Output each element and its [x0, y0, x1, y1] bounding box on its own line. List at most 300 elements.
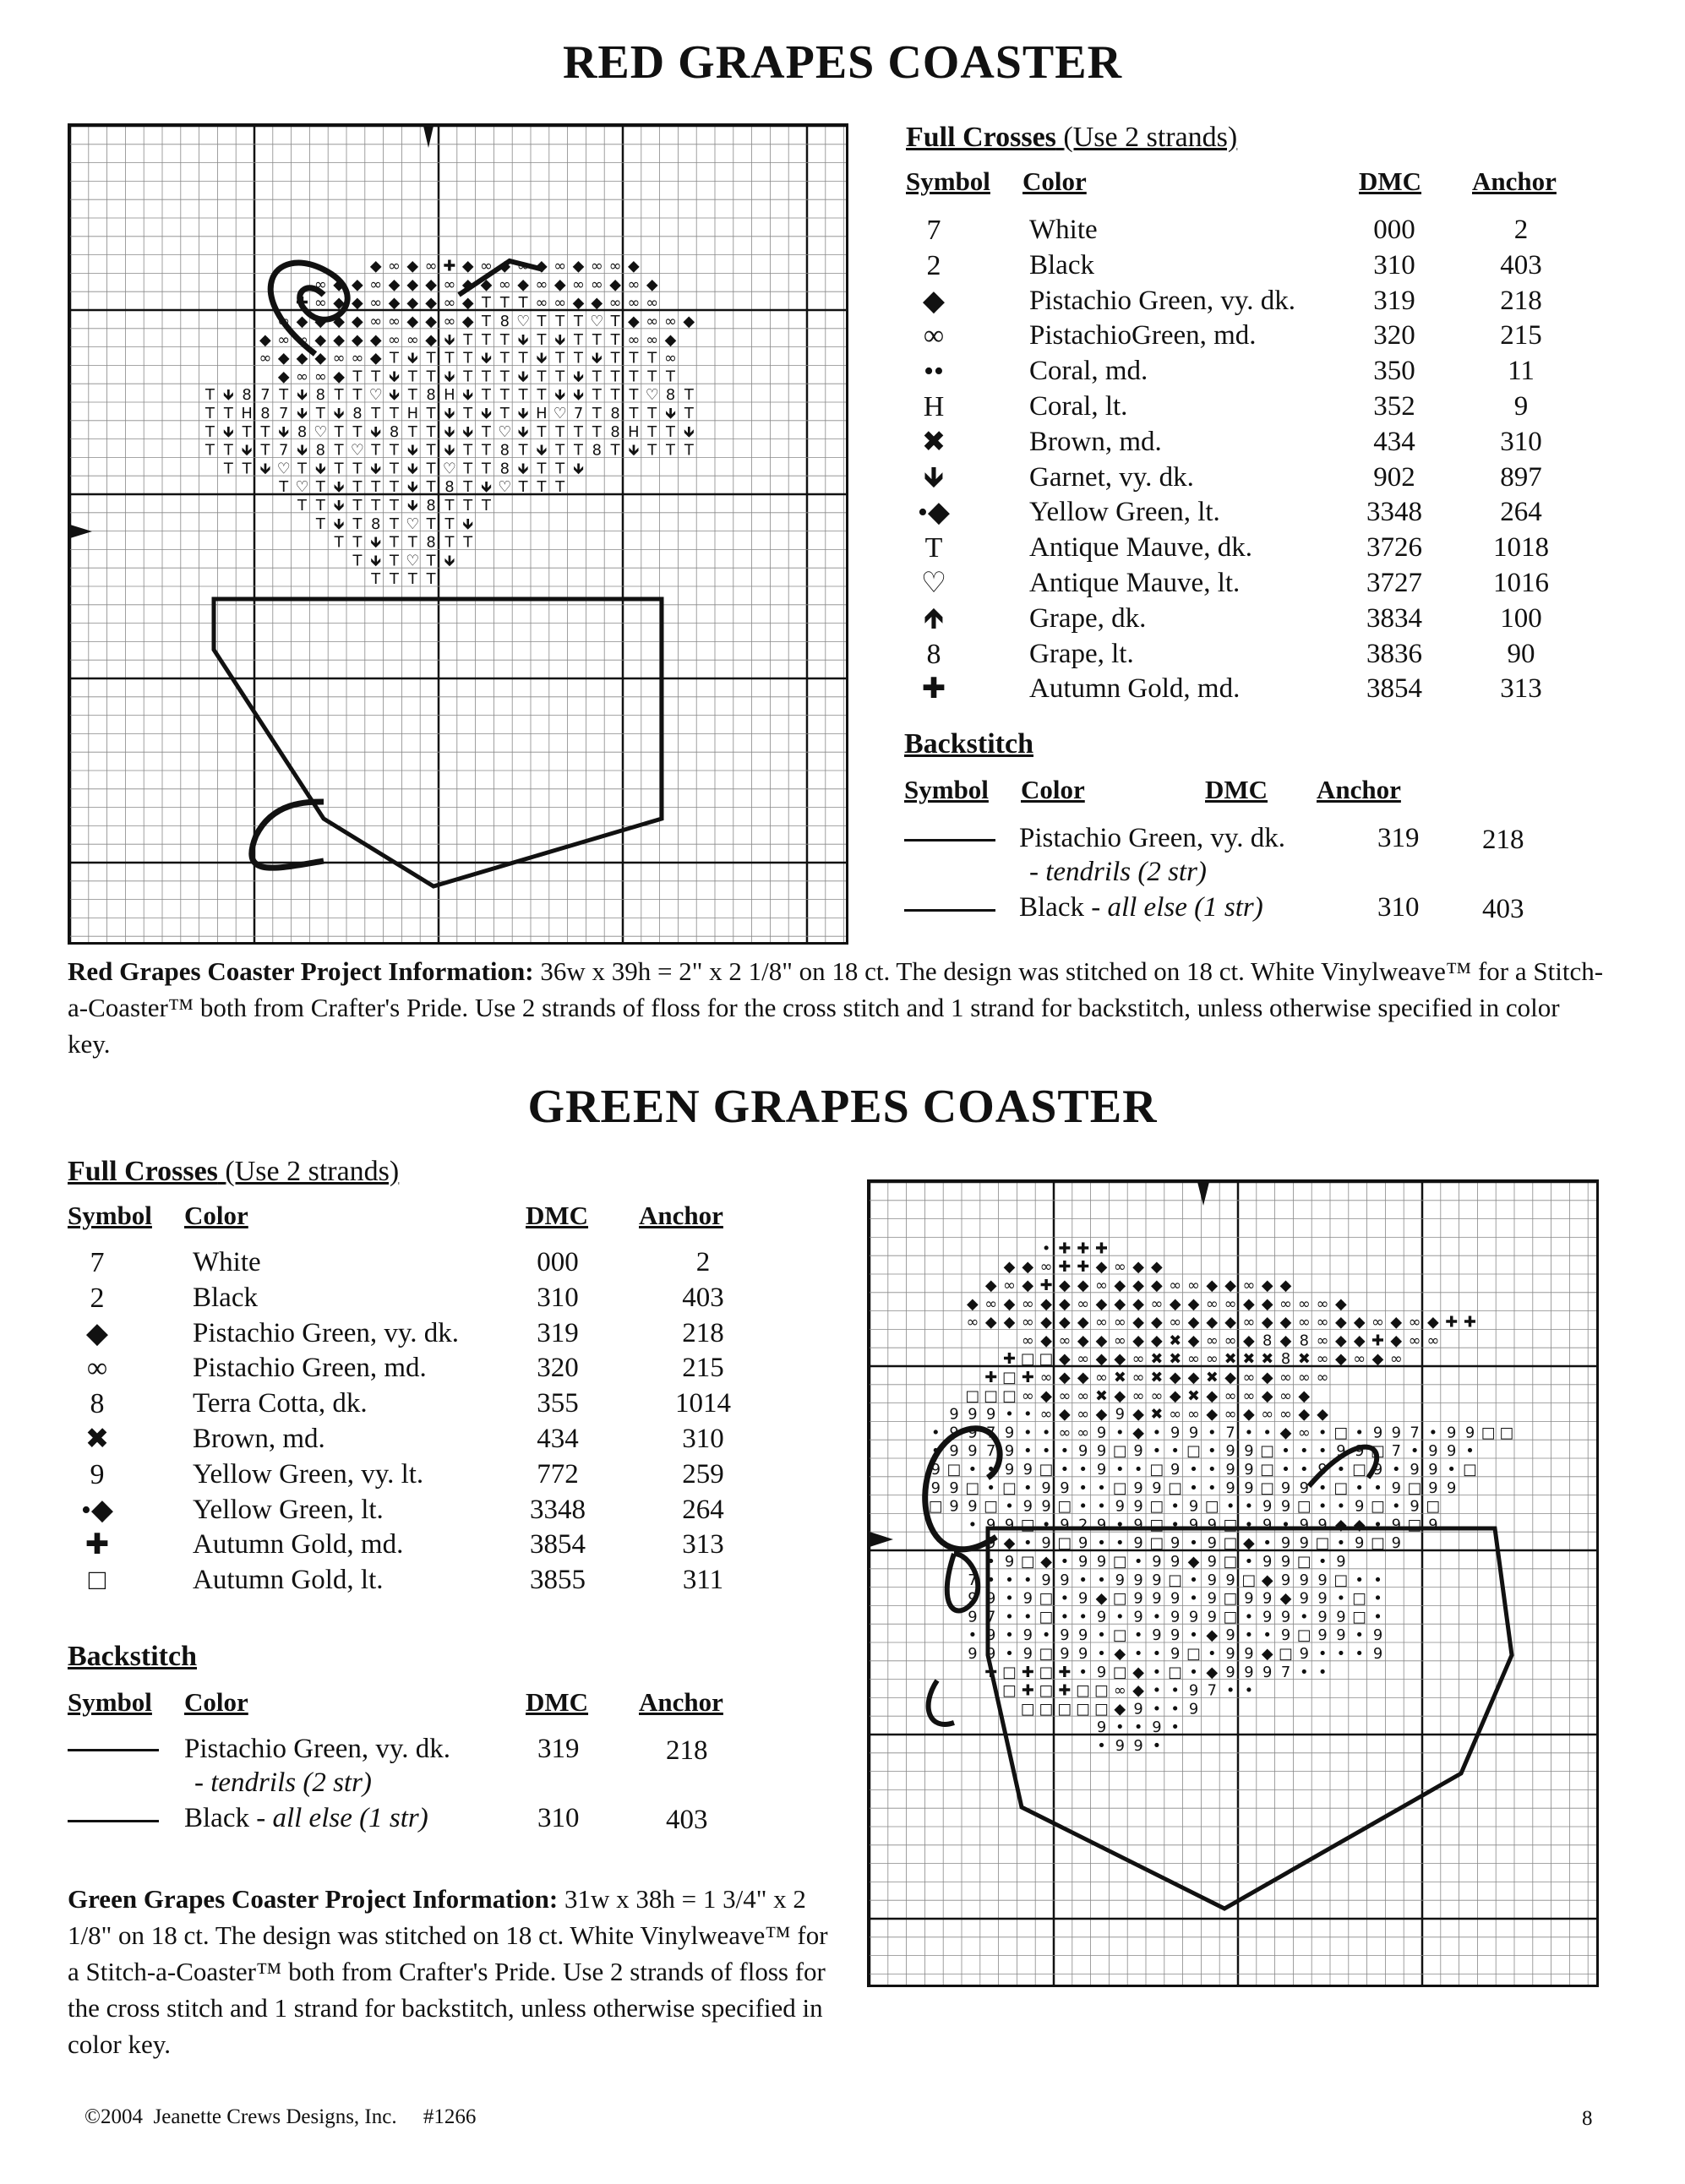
- green-back-col-symbol: Symbol: [68, 1687, 152, 1717]
- stitch-symbol: □: [1407, 1479, 1422, 1497]
- color-symbol-icon: 7: [90, 1247, 105, 1278]
- stitch-symbol: 9: [1225, 1461, 1235, 1479]
- stitch-symbol: •: [1170, 1681, 1180, 1700]
- stitch-symbol: T: [610, 349, 620, 368]
- stitch-symbol: ∞: [1039, 1369, 1053, 1387]
- stitch-symbol: ◆: [1335, 1294, 1347, 1313]
- stitch-symbol: 9: [1262, 1589, 1273, 1608]
- stitch-symbol: ♡: [590, 313, 604, 331]
- stitch-symbol: ✖: [1169, 1332, 1182, 1350]
- color-name: Coral, md.: [1029, 356, 1148, 387]
- stitch-symbol: T: [537, 422, 547, 441]
- stitch-symbol: ✚: [296, 294, 308, 313]
- stitch-symbol: T: [407, 368, 417, 386]
- red-full-crosses-heading: Full Crosses (Use 2 strands): [906, 122, 1238, 153]
- color-name: Pistachio Green, md.: [193, 1353, 427, 1384]
- stitch-symbol: 8: [499, 313, 510, 331]
- stitch-symbol: •: [1300, 1608, 1309, 1626]
- stitch-symbol: ∞: [1242, 1277, 1256, 1295]
- stitch-symbol: 🡻: [333, 405, 345, 423]
- stitch-symbol: ◆: [1059, 1294, 1071, 1313]
- stitch-symbol: □: [1149, 1497, 1164, 1516]
- stitch-symbol: ∞: [1316, 1294, 1329, 1313]
- stitch-symbol: ◆: [296, 349, 308, 368]
- red-back-anchor-1: 218: [1482, 825, 1524, 855]
- stitch-symbol: •: [1060, 1461, 1070, 1479]
- dmc-number: 000: [1373, 215, 1415, 245]
- stitch-symbol: ◆: [1243, 1534, 1255, 1553]
- stitch-symbol: ✚: [1058, 1258, 1072, 1277]
- stitch-symbol: T: [371, 368, 381, 386]
- stitch-symbol: T: [463, 460, 473, 478]
- stitch-symbol: •: [968, 1461, 978, 1479]
- green-back-col-color: Color: [184, 1687, 248, 1717]
- stitch-symbol: •: [1005, 1608, 1014, 1626]
- stitch-symbol: ◆: [609, 275, 621, 294]
- stitch-symbol: T: [260, 422, 270, 441]
- stitch-symbol: T: [279, 386, 289, 405]
- stitch-symbol: •: [1336, 1461, 1346, 1479]
- stitch-symbol: T: [352, 533, 363, 552]
- stitch-symbol: •: [1060, 1553, 1070, 1571]
- stitch-symbol: ◆: [1095, 1332, 1108, 1350]
- stitch-symbol: 🡻: [297, 441, 308, 460]
- stitch-symbol: •: [1078, 1608, 1088, 1626]
- stitch-symbol: 9: [1022, 1589, 1033, 1608]
- stitch-symbol: ◆: [369, 349, 382, 368]
- stitch-symbol: 9: [1336, 1608, 1346, 1626]
- red-back-color-2: Black - all else (1 str): [1019, 892, 1263, 923]
- color-symbol-icon: •◆: [917, 497, 951, 529]
- stitch-symbol: ◆: [1206, 1405, 1219, 1424]
- stitch-symbol: ◆: [425, 330, 437, 349]
- stitch-symbol: •: [1005, 1571, 1014, 1589]
- color-name: Antique Mauve, dk.: [1029, 532, 1252, 564]
- color-name: Yellow Green, vy. lt.: [193, 1458, 424, 1490]
- stitch-symbol: 9: [1170, 1626, 1181, 1645]
- stitch-symbol: 9: [1262, 1516, 1273, 1534]
- green-back-anchor-1: 218: [666, 1735, 708, 1766]
- dmc-number: 772: [537, 1458, 579, 1490]
- stitch-symbol: ∞: [1150, 1294, 1164, 1313]
- stitch-symbol: 9: [1152, 1479, 1162, 1497]
- stitch-symbol: T: [684, 441, 694, 460]
- stitch-symbol: 9: [1372, 1461, 1383, 1479]
- color-symbol-icon: ◆: [85, 1317, 109, 1349]
- stitch-symbol: ∞: [369, 294, 383, 313]
- stitch-symbol: T: [574, 441, 583, 460]
- stitch-symbol: T: [537, 368, 547, 386]
- stitch-symbol: ✚: [1371, 1332, 1384, 1350]
- stitch-symbol: 9: [1096, 1663, 1107, 1681]
- stitch-symbol: 9: [1244, 1645, 1254, 1664]
- stitch-symbol: 9: [1004, 1424, 1015, 1442]
- stitch-symbol: □: [1002, 1681, 1017, 1700]
- color-name: Grape, dk.: [1029, 602, 1147, 634]
- stitch-symbol: •: [1152, 1645, 1162, 1664]
- stitch-symbol: T: [499, 386, 510, 405]
- dmc-number: 3834: [1366, 602, 1422, 634]
- stitch-symbol: ∞: [1389, 1350, 1403, 1369]
- stitch-symbol: 9: [1096, 1516, 1107, 1534]
- stitch-symbol: •: [1170, 1516, 1180, 1534]
- stitch-symbol: ◆: [1261, 1386, 1273, 1405]
- green-chart-grid: [870, 1182, 1596, 1985]
- color-symbol-icon: ◆: [922, 285, 946, 317]
- stitch-symbol: 9: [1355, 1534, 1365, 1553]
- stitch-symbol: T: [499, 330, 510, 349]
- stitch-symbol: ∞: [443, 294, 456, 313]
- stitch-symbol: 9: [1022, 1497, 1033, 1516]
- stitch-symbol: ♡: [516, 313, 531, 331]
- stitch-symbol: □: [1039, 1461, 1054, 1479]
- stitch-symbol: ✖: [1261, 1350, 1274, 1369]
- stitch-symbol: ◆: [461, 294, 474, 313]
- stitch-symbol: T: [574, 330, 583, 349]
- stitch-symbol: 9: [1244, 1461, 1254, 1479]
- stitch-symbol: T: [223, 441, 233, 460]
- stitch-symbol: T: [610, 441, 620, 460]
- stitch-symbol: ◆: [536, 257, 548, 275]
- stitch-symbol: •: [1336, 1497, 1346, 1516]
- stitch-symbol: T: [223, 405, 233, 423]
- stitch-symbol: •: [1410, 1442, 1420, 1461]
- stitch-symbol: T: [407, 386, 417, 405]
- stitch-symbol: ◆: [1279, 1277, 1292, 1295]
- stitch-symbol: □: [1186, 1645, 1201, 1664]
- stitch-symbol: ∞: [332, 349, 346, 368]
- stitch-symbol: □: [1094, 1681, 1109, 1700]
- stitch-symbol: •: [1005, 1589, 1014, 1608]
- stitch-symbol: 8: [592, 441, 602, 460]
- dmc-number: 434: [1373, 426, 1415, 457]
- stitch-symbol: 9: [1170, 1608, 1181, 1626]
- stitch-symbol: 🡻: [297, 386, 308, 405]
- stitch-symbol: T: [334, 441, 344, 460]
- stitch-symbol: 8: [297, 422, 308, 441]
- stitch-symbol: □: [946, 1461, 962, 1479]
- stitch-symbol: •: [1300, 1461, 1309, 1479]
- stitch-symbol: ◆: [664, 330, 677, 349]
- stitch-symbol: T: [463, 405, 473, 423]
- stitch-symbol: ♡: [295, 478, 309, 497]
- stitch-symbol: 9: [1225, 1626, 1235, 1645]
- stitch-symbol: ◆: [369, 330, 382, 349]
- stitch-symbol: •: [1373, 1571, 1382, 1589]
- stitch-symbol: 9: [949, 1497, 959, 1516]
- stitch-symbol: ∞: [516, 257, 530, 275]
- stitch-symbol: T: [463, 330, 473, 349]
- stitch-symbol: □: [1020, 1350, 1035, 1369]
- stitch-symbol: ∞: [1224, 1294, 1237, 1313]
- stitch-symbol: 🡻: [481, 478, 492, 497]
- stitch-symbol: ∞: [1077, 1294, 1090, 1313]
- dmc-number: 3836: [1366, 638, 1422, 669]
- stitch-symbol: •: [1023, 1571, 1033, 1589]
- stitch-symbol: •: [1244, 1424, 1254, 1442]
- stitch-symbol: 9: [1391, 1534, 1401, 1553]
- stitch-symbol: 9: [1041, 1534, 1051, 1553]
- stitch-symbol: 9: [1060, 1479, 1070, 1497]
- stitch-symbol: •: [1208, 1461, 1217, 1479]
- green-back-anchor-2: 403: [666, 1805, 708, 1835]
- stitch-symbol: 9: [1133, 1589, 1143, 1608]
- stitch-symbol: •: [1189, 1589, 1198, 1608]
- dmc-number: 3348: [1366, 497, 1422, 528]
- red-back-col-anchor: Anchor: [1317, 775, 1401, 804]
- stitch-symbol: T: [352, 552, 363, 570]
- stitch-symbol: T: [205, 422, 215, 441]
- stitch-symbol: •: [1115, 1461, 1125, 1479]
- stitch-symbol: ♡: [553, 405, 567, 423]
- stitch-symbol: ◆: [1151, 1277, 1163, 1295]
- stitch-symbol: ∞: [627, 330, 641, 349]
- stitch-symbol: 🡻: [481, 405, 492, 423]
- stitch-symbol: ∞: [1353, 1350, 1366, 1369]
- red-chart: [68, 123, 848, 945]
- stitch-symbol: ◆: [1298, 1405, 1311, 1424]
- stitch-symbol: □: [1112, 1553, 1127, 1571]
- stitch-symbol: ∞: [646, 313, 659, 331]
- stitch-symbol: T: [426, 570, 436, 589]
- stitch-symbol: 9: [1244, 1663, 1254, 1681]
- green-col-anchor: Anchor: [639, 1201, 723, 1230]
- stitch-symbol: ◆: [683, 313, 695, 331]
- stitch-symbol: T: [390, 478, 399, 497]
- stitch-symbol: 9: [1280, 1479, 1291, 1497]
- stitch-symbol: T: [205, 405, 215, 423]
- stitch-symbol: 9: [1133, 1479, 1143, 1497]
- stitch-symbol: •: [1133, 1626, 1143, 1645]
- stitch-symbol: ◆: [1151, 1313, 1163, 1332]
- stitch-symbol: 9: [1133, 1442, 1143, 1461]
- stitch-symbol: 9: [1280, 1608, 1291, 1626]
- color-symbol-icon: ♡: [920, 568, 947, 599]
- stitch-symbol: ◆: [406, 257, 419, 275]
- stitch-symbol: •: [1373, 1608, 1382, 1626]
- stitch-symbol: ◆: [572, 257, 585, 275]
- stitch-symbol: 🡻: [370, 422, 382, 441]
- dmc-number: 902: [1373, 461, 1415, 493]
- stitch-symbol: □: [1057, 1534, 1072, 1553]
- stitch-symbol: 9: [1336, 1553, 1346, 1571]
- stitch-symbol: ◆: [984, 1277, 997, 1295]
- stitch-symbol: 9: [1096, 1608, 1107, 1626]
- stitch-symbol: ◆: [553, 275, 566, 294]
- stitch-symbol: T: [444, 533, 455, 552]
- stitch-symbol: T: [279, 478, 289, 497]
- stitch-symbol: ◆: [1077, 1313, 1089, 1332]
- anchor-number: 90: [1507, 638, 1535, 669]
- stitch-symbol: ◆: [1040, 1553, 1052, 1571]
- stitch-symbol: 9: [1060, 1645, 1070, 1664]
- stitch-symbol: □: [1186, 1442, 1201, 1461]
- stitch-symbol: T: [610, 368, 620, 386]
- red-back-dmc-2: 310: [1377, 892, 1420, 923]
- stitch-symbol: ◆: [1059, 1350, 1071, 1369]
- stitch-symbol: ∞: [1224, 1405, 1237, 1424]
- stitch-symbol: T: [426, 515, 436, 533]
- stitch-symbol: 9: [1225, 1663, 1235, 1681]
- color-name: Black: [193, 1282, 258, 1313]
- stitch-symbol: 9: [986, 1626, 996, 1645]
- stitch-symbol: □: [1223, 1534, 1238, 1553]
- stitch-symbol: 9: [1004, 1553, 1015, 1571]
- stitch-symbol: •: [1005, 1405, 1014, 1424]
- dmc-number: 319: [1373, 285, 1415, 316]
- tendril-outline: [929, 1680, 954, 1724]
- stitch-symbol: •: [1317, 1663, 1328, 1681]
- stitch-symbol: 9: [1262, 1608, 1273, 1626]
- stitch-symbol: ∞: [1242, 1369, 1256, 1387]
- color-name: Pistachio Green, vy. dk.: [193, 1317, 459, 1348]
- stitch-symbol: 9: [1299, 1534, 1309, 1553]
- stitch-symbol: T: [371, 441, 381, 460]
- stitch-symbol: •: [1281, 1516, 1290, 1534]
- stitch-symbol: T: [537, 460, 547, 478]
- stitch-symbol: T: [537, 313, 547, 331]
- stitch-symbol: ◆: [1353, 1516, 1366, 1534]
- stitch-symbol: 🡻: [259, 460, 271, 478]
- stitch-symbol: ∞: [1279, 1405, 1292, 1424]
- stitch-symbol: •: [1281, 1442, 1290, 1461]
- stitch-symbol: □: [1260, 1442, 1275, 1461]
- color-name: Pistachio Green, vy. dk.: [1029, 285, 1295, 316]
- stitch-symbol: •: [1373, 1589, 1382, 1608]
- color-name: Brown, md.: [193, 1424, 325, 1454]
- stitch-symbol: ∞: [1279, 1386, 1292, 1405]
- stitch-symbol: □: [1112, 1589, 1127, 1608]
- stitch-symbol: •: [1097, 1645, 1106, 1664]
- stitch-symbol: 9: [1170, 1553, 1181, 1571]
- anchor-number: 310: [1500, 426, 1542, 457]
- green-project-info: Green Grapes Coaster Project Information: 31w x 38h = 1 3/4" x 2 1/8" on 18 ct. The design was stitched on 18 ct. White Vinylweave™ for a Stitch-a-Coaster™ both from Crafter's Pride. Use 2 strands of floss for the cross stitch and 1 strand for backstitch, unless otherwise specified in color key.: [68, 1884, 828, 2059]
- stitch-symbol: •: [1225, 1497, 1235, 1516]
- stitch-symbol: ◆: [388, 294, 401, 313]
- stitch-symbol: ∞: [553, 294, 567, 313]
- stitch-symbol: 🡻: [683, 422, 695, 441]
- stitch-symbol: 🡻: [222, 386, 234, 405]
- stitch-symbol: ✖: [1187, 1386, 1200, 1405]
- stitch-symbol: •: [1097, 1479, 1106, 1497]
- red-back-color-1: Pistachio Green, vy. dk.: [1019, 823, 1285, 853]
- stitch-symbol: 9: [1280, 1571, 1291, 1589]
- stitch-symbol: •: [1189, 1534, 1198, 1553]
- anchor-number: 313: [1500, 673, 1542, 705]
- stitch-symbol: ◆: [1132, 1424, 1144, 1442]
- color-symbol-icon: 9: [90, 1458, 105, 1490]
- color-symbol-icon: 8: [90, 1388, 105, 1420]
- stitch-symbol: 🡻: [297, 405, 308, 423]
- stitch-symbol: 9: [986, 1405, 996, 1424]
- stitch-symbol: ◆: [1206, 1277, 1219, 1295]
- stitch-symbol: ◆: [1187, 1313, 1200, 1332]
- stitch-symbol: □: [1112, 1663, 1127, 1681]
- stitch-symbol: ∞: [1169, 1277, 1182, 1295]
- anchor-number: 1018: [1493, 532, 1549, 564]
- stitch-symbol: T: [352, 478, 363, 497]
- green-backstitch-heading: Backstitch: [68, 1641, 197, 1672]
- stitch-symbol: ◆: [1095, 1258, 1108, 1277]
- stitch-symbol: 9: [1299, 1645, 1309, 1664]
- stitch-symbol: 9: [1372, 1626, 1383, 1645]
- stitch-symbol: T: [390, 515, 399, 533]
- stitch-symbol: T: [334, 422, 344, 441]
- stitch-symbol: H: [536, 405, 548, 423]
- stitch-symbol: •: [1262, 1424, 1272, 1442]
- stitch-symbol: □: [1371, 1497, 1385, 1516]
- red-col-anchor: Anchor: [1472, 166, 1557, 196]
- stitch-symbol: ◆: [1040, 1332, 1052, 1350]
- stitch-symbol: ◆: [1298, 1386, 1311, 1405]
- stitch-symbol: ◆: [1077, 1277, 1089, 1295]
- stitch-symbol: ◆: [1059, 1313, 1071, 1332]
- anchor-number: 1016: [1493, 568, 1549, 598]
- stitch-symbol: ◆: [1114, 1645, 1126, 1664]
- stitch-symbol: T: [647, 405, 657, 423]
- stitch-symbol: T: [242, 460, 252, 478]
- stitch-symbol: T: [555, 368, 565, 386]
- stitch-symbol: •: [1078, 1497, 1088, 1516]
- stitch-symbol: □: [1333, 1424, 1349, 1442]
- stitch-symbol: T: [592, 386, 602, 405]
- stitch-symbol: •: [1317, 1424, 1328, 1442]
- green-back-line-2: [68, 1820, 159, 1822]
- stitch-symbol: T: [574, 313, 583, 331]
- stitch-symbol: 9: [1188, 1516, 1199, 1534]
- stitch-symbol: □: [1296, 1626, 1311, 1645]
- stitch-symbol: 🡻: [462, 515, 474, 533]
- stitch-symbol: ✖: [1150, 1405, 1164, 1424]
- stitch-symbol: ✖: [1150, 1369, 1164, 1387]
- stitch-symbol: ✖: [1205, 1369, 1219, 1387]
- stitch-symbol: ✖: [1242, 1350, 1256, 1369]
- stitch-symbol: 7: [279, 441, 289, 460]
- stitch-symbol: 8: [426, 386, 436, 405]
- stitch-symbol: 9: [1207, 1589, 1217, 1608]
- stitch-symbol: ∞: [1132, 1369, 1145, 1387]
- stitch-symbol: T: [518, 294, 528, 313]
- stitch-symbol: T: [574, 349, 583, 368]
- stitch-symbol: T: [482, 313, 491, 331]
- stitch-symbol: 8: [1262, 1332, 1273, 1350]
- stitch-symbol: •: [1208, 1424, 1217, 1442]
- stitch-symbol: ◆: [1022, 1277, 1034, 1295]
- stitch-symbol: ∞: [535, 275, 548, 294]
- stitch-symbol: T: [426, 349, 436, 368]
- stitch-symbol: 9: [1115, 1497, 1125, 1516]
- stitch-symbol: •: [986, 1553, 995, 1571]
- stitch-symbol: 9: [949, 1424, 959, 1442]
- stitch-symbol: ∞: [646, 330, 659, 349]
- stitch-symbol: 9: [1317, 1589, 1328, 1608]
- stitch-symbol: 9: [1299, 1479, 1309, 1497]
- red-back-col-dmc: DMC: [1205, 775, 1268, 804]
- stitch-symbol: □: [1260, 1479, 1275, 1497]
- stitch-symbol: •: [986, 1461, 995, 1479]
- stitch-symbol: T: [499, 368, 510, 386]
- dmc-number: 3727: [1366, 568, 1422, 598]
- stitch-symbol: 9: [1225, 1645, 1235, 1664]
- green-back-line-1: [68, 1749, 159, 1751]
- stitch-symbol: 🡻: [536, 441, 548, 460]
- stitch-symbol: 8: [260, 405, 270, 423]
- stitch-symbol: ♡: [645, 386, 659, 405]
- anchor-number: 218: [1500, 285, 1542, 316]
- dmc-number: 310: [537, 1282, 579, 1313]
- stitch-symbol: ◆: [517, 275, 529, 294]
- stitch-symbol: •: [1152, 1608, 1162, 1626]
